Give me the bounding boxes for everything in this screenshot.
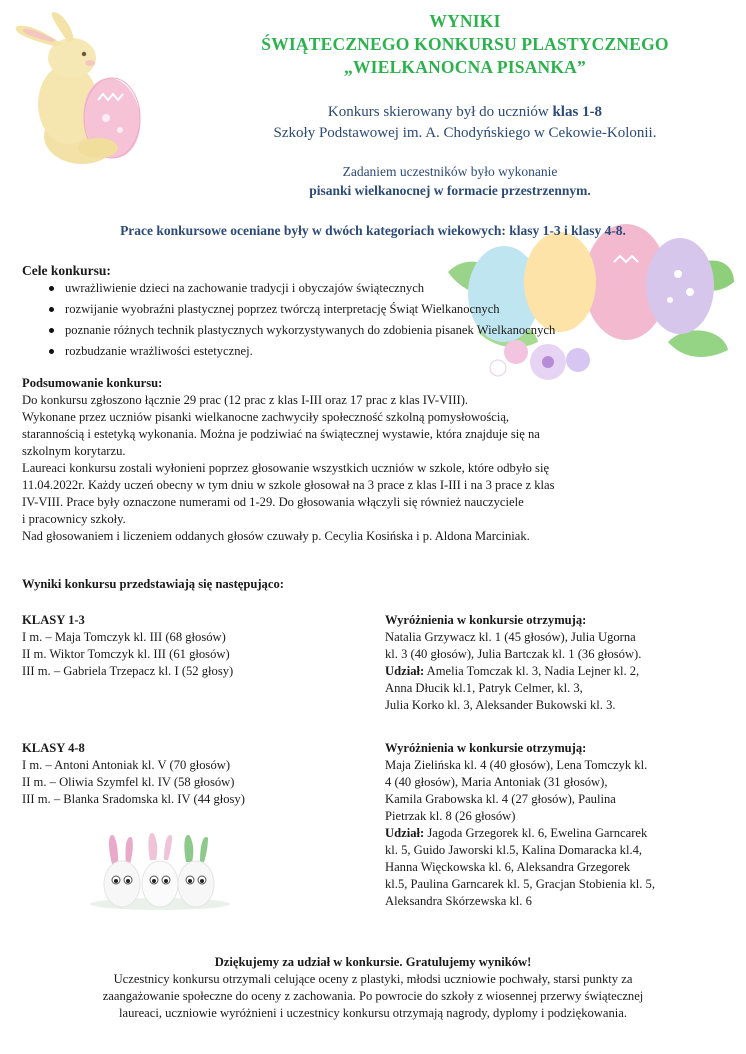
klasy48-heading: KLASY 4-8 [22, 741, 85, 755]
footer-line: laureaci, uczniowie wyróżnieni i uczestnicy konkursu otrzymają nagrody, dyplomy i podziękowania. [118, 1006, 628, 1020]
participation-label: Udział: [385, 664, 425, 678]
task-line-2: pisanki wielkanocnej w formacie przestrzennym. [309, 183, 591, 198]
summary-line: IV-VIII. Prace były oznaczone numerami od 1-29. Do głosowania włączyli się również nauczyciele [22, 495, 524, 509]
easter-bunny-illustration [2, 8, 180, 168]
summary-line: szkolnym korytarzu. [22, 444, 126, 458]
task [140, 162, 746, 200]
participation-line: kl. 5, Guido Jaworski kl.5, Kalina Domaracka kl.4, [385, 843, 643, 857]
summary-line: starannością i estetyką wykonania. Można je podziwiać na świątecznej wystawie, która znajduje się na [22, 427, 540, 441]
participation-line: Udział: Amelia Tomczak kl. 3, Nadia Lejner kl. 2, [385, 664, 640, 678]
participation-line: Julia Korko kl. 3, Aleksander Bukowski kl. 3. [385, 698, 616, 712]
footer-line: zaangażowanie społeczne do oceny z zachowania. Po powrocie do szkoły z wiosennej przerwy świątecznej [102, 989, 644, 1003]
intro-bold: klas 1-8 [552, 104, 603, 120]
klasy13-places [22, 612, 233, 680]
goals-heading: Cele konkursu: [22, 263, 111, 278]
place-item: I m. – Antoni Antoniak kl. V (70 głosów) [22, 758, 231, 772]
footer-thanks: Dziękujemy za udział w konkursie. Gratulujemy wyników! [214, 955, 532, 969]
summary-heading: Podsumowanie konkursu: [22, 376, 163, 390]
distinction-line: Pietrzak kl. 8 (26 głosów) [385, 809, 516, 823]
distinction-line: Natalia Grzywacz kl. 1 (45 głosów), Julia Ugorna [385, 630, 636, 644]
footer-line: Uczestnicy konkursu otrzymali celujące oceny z plastyki, młodsi uczniowie pochwały, starsi punkty za [113, 972, 633, 986]
intro [180, 102, 746, 144]
summary-line: i pracownicy szkoły. [22, 512, 126, 526]
results-heading: Wyniki konkursu przedstawiają się następująco: [22, 577, 284, 591]
place-item: II m. Wiktor Tomczyk kl. III (61 głosów) [22, 647, 230, 661]
title-line-3: „WIELKANOCNA PISANKA” [344, 57, 586, 77]
title-line-1: WYNIKI [429, 11, 501, 31]
participation-line: kl.5, Paulina Garncarek kl. 5, Gracjan Stobienia kl. 5, [385, 877, 655, 891]
goal-item: rozbudzanie wrażliwości estetycznej. [22, 341, 722, 362]
summary-line: 11.04.2022r. Każdy uczeń obecny w tym dniu w szkole głosował na 3 prace z klas I-III i na 3 prace z klas [22, 478, 555, 492]
intro-line-2: Szkoły Podstawowej im. A. Chodyńskiego w Cekowie-Kolonii. [273, 125, 657, 141]
participation-label: Udział: [385, 826, 425, 840]
place-item: III m. – Gabriela Trzepacz kl. I (52 głosy) [22, 664, 234, 678]
categories-note: Prace konkursowe oceniane były w dwóch kategoriach wiekowych: klasy 1-3 i klasy 4-8. [120, 223, 626, 238]
distinction-line: Maja Zielińska kl. 4 (40 głosów), Lena Tomczyk kl. [385, 758, 648, 772]
goals-list [22, 278, 722, 362]
participation-line: Hanna Więckowska kl. 6, Aleksandra Grzegorek [385, 860, 631, 874]
intro-prefix: Konkurs skierowany był do uczniów [327, 104, 553, 120]
decorated-eggs-photo [86, 830, 234, 912]
goal-item: rozwijanie wyobraźni plastycznej poprzez twórczą interpretację Świąt Wielkanocnych [22, 299, 722, 320]
participation-line: Udział: Jagoda Grzegorek kl. 6, Ewelina Garncarek [385, 826, 648, 840]
klasy48-distinctions [385, 740, 655, 910]
participation-line: Anna Dłucik kl.1, Patryk Celmer, kl. 3, [385, 681, 583, 695]
goal-item: poznanie różnych technik plastycznych wykorzystywanych do zdobienia pisanek Wielkanocnych [22, 320, 722, 341]
summary-line: Wykonane przez uczniów pisanki wielkanocne zachwyciły społeczność szkolną pomysłowością, [22, 410, 510, 424]
klasy13-heading: KLASY 1-3 [22, 613, 85, 627]
place-item: III m. – Blanka Sradomska kl. IV (44 głosy) [22, 792, 245, 806]
summary-line: Do konkursu zgłoszono łącznie 29 prac (12 prac z klas I-III oraz 17 prac z klas IV-VIII). [22, 393, 469, 407]
place-item: I m. – Maja Tomczyk kl. III (68 głosów) [22, 630, 226, 644]
klasy13-distinctions [385, 612, 641, 714]
footer-text [0, 971, 746, 1022]
title-line-2: ŚWIĄTECZNEGO KONKURSU PLASTYCZNEGO [261, 34, 669, 54]
distinctions-heading: Wyróżnienia w konkursie otrzymują: [385, 613, 587, 627]
distinction-line: kl. 3 (40 głosów), Julia Bartczak kl. 1 (36 głosów). [385, 647, 642, 661]
summary-line: Laureaci konkursu zostali wyłonieni poprzez głosowanie wszystkich uczniów w szkole, które odbyło się [22, 461, 550, 475]
participation-line: Aleksandra Skórzewska kl. 6 [385, 894, 532, 908]
task-line-1: Zadaniem uczestników było wykonanie [342, 164, 558, 179]
distinction-line: Kamila Grabowska kl. 4 (27 głosów), Paulina [385, 792, 616, 806]
klasy48-places [22, 740, 245, 808]
summary-line: Nad głosowaniem i liczeniem oddanych głosów czuwały p. Cecylia Kosińska i p. Aldona Marciniak. [22, 529, 530, 543]
distinction-line: 4 (40 głosów), Maria Antoniak (31 głosów), [385, 775, 608, 789]
place-item: II m. – Oliwia Szymfel kl. IV (58 głosów) [22, 775, 235, 789]
distinctions-heading: Wyróżnienia w konkursie otrzymują: [385, 741, 587, 755]
goal-item: uwrażliwienie dzieci na zachowanie tradycji i obyczajów świątecznych [22, 278, 722, 299]
summary-text [22, 392, 555, 545]
